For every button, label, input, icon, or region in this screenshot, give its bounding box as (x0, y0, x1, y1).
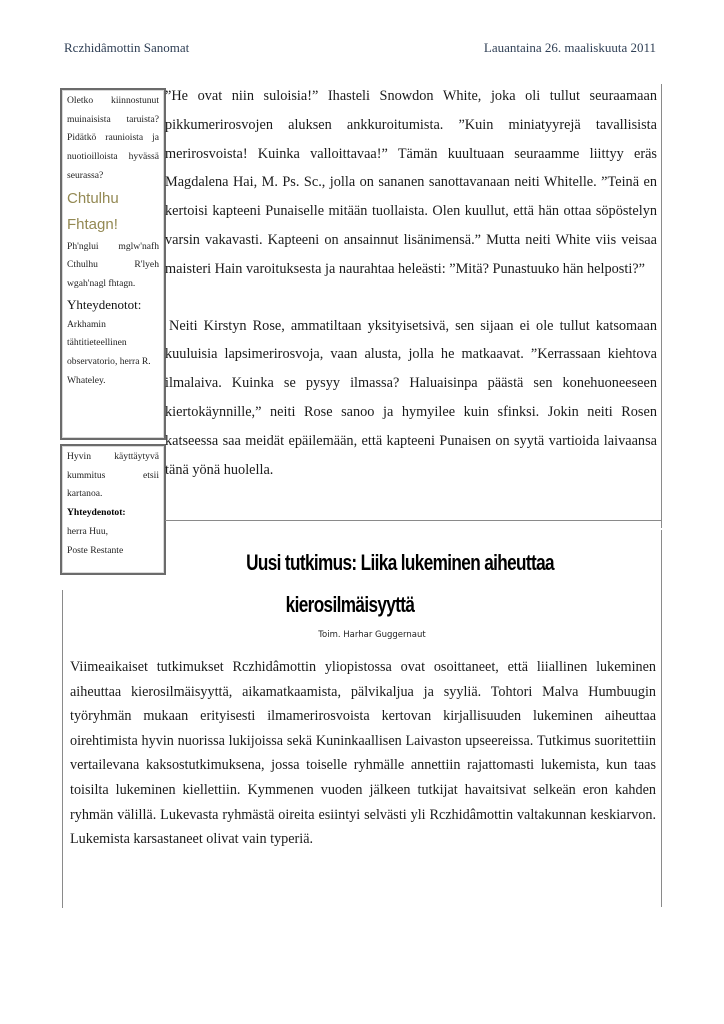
ad-intro-text: Oletko kiinnostunut muinaisista taruista? Pidätkö raunioista ja nuotioilloista hyvässä seurassa? (67, 95, 159, 181)
article-paragraph: ”He ovat niin suloisia!” Ihasteli Snowdon White, joka oli tullut seuraamaan pikkumerirosvojen aluksen ankkuroitumista. ”Kuin miniatyyrejä tavallisista merirosvoista! Kuinka valloittavaa!” Tämän kuultuaan seuraamme liittyy eräs Magdalena Hai, M. Ps. Sc., jolla on sananen sanottavanaan neiti Whitelle. ”Teinä en kertoisi kapteeni Punaiselle mitään tuollaista. Olen kuullut, että hän ottaa söpöstelyn varsin vakavasti. Kapteeni on ansainnut lisänimensä.” Mutta neiti White viis veisaa maisteri Hain varoituksesta ja naurahtaa heleästi: ”Mitä? Punastuuko hän helposti?” (165, 88, 657, 277)
section-divider (165, 520, 662, 521)
ad-text: Hyvin käyttäytyvä kummitus etsii kartanoa. (67, 451, 159, 500)
ad-contact-line2: Poste Restante (67, 544, 124, 556)
ad-contacts-heading: Yhteydenotot: (67, 296, 142, 312)
column-rule (661, 84, 662, 528)
publication-name: Rczhidâmottin Sanomat (64, 40, 190, 55)
ad-incantation: Ph'nglui mglw'nafh Cthulhu R'lyeh wgah'nagl fhtagn. (67, 240, 159, 289)
issue-date: Lauantaina 26. maaliskuuta 2011 (483, 40, 656, 55)
article-airship-pirates (165, 82, 657, 484)
article-headline-line2: kierosilmäisyyttä (285, 592, 415, 617)
article-paragraph: Neiti Kirstyn Rose, ammatiltaan yksityisetsivä, sen sijaan ei ole tullut katsomaan kuuluisia lapsimerirosvoja, vaan alusta, jolla he matkaavat. ”Kerrassaan kiehtova ilmalaiva. Kuinka se pysyy ilmassa? Haluaisinpa päästä sen konehuoneeseen kiertokäynnille,” neiti Rose sanoo ja hymyilee kuin sfinksi. Jokin neiti Rosen katseessa saa meidät epäilemään, että kapteeni Punaisen on syytä vartioida laivaansa tänä yönä huolella. (165, 317, 657, 478)
article-body: Viimeaikaiset tutkimukset Rczhidâmottin yliopistossa ovat osoittaneet, että liiallinen lukeminen aiheuttaa kierosilmäisyyttä, aikamatkaamista, pälvikaljua ja syyliä. Tohtori Malva Humbuugin työryhmän mukaan erityisesti ilmamerirosvoista kertovan kirjallisuuden lukeminen aiheuttaa oirehtimista hyvin nuorissa lukijoissa sekä Kuninkaallisen Laivaston upseereissa. Tutkimus suoritettiin vertailevana kaksostutkimuksena, jossa toiselle ryhmälle annettiin rajattomasti lukemista, kun taas toisilta lukeminen kiellettiin. Kymmenen vuoden jälkeen tutkijat havaitsivat selkeän eron kahden ryhmän välillä. Lukevasta ryhmästä oireita esiintyi selvästi yli Rczhidâmottin valtakunnan keskiarvon. Lukemista karsastaneet olivat vain typeriä. (70, 659, 656, 848)
ad-contact-line1: herra Huu, (67, 525, 109, 537)
article-headline-line1: Uusi tutkimus: Liika lukeminen aiheuttaa (246, 550, 554, 575)
ad-highlight: Chtulhu Fhtagn! (67, 189, 119, 233)
column-rule (661, 550, 662, 907)
article-reading-study (70, 655, 656, 852)
ad-contact: Arkhamin tähtitieteellinen observatorio, herra R. Whateley. (67, 318, 151, 386)
ad-contacts-heading: Yhteydenotot: (67, 507, 126, 519)
article-byline: Toim. Harhar Guggernaut (318, 630, 426, 640)
classified-ad-cthulhu (60, 88, 166, 440)
